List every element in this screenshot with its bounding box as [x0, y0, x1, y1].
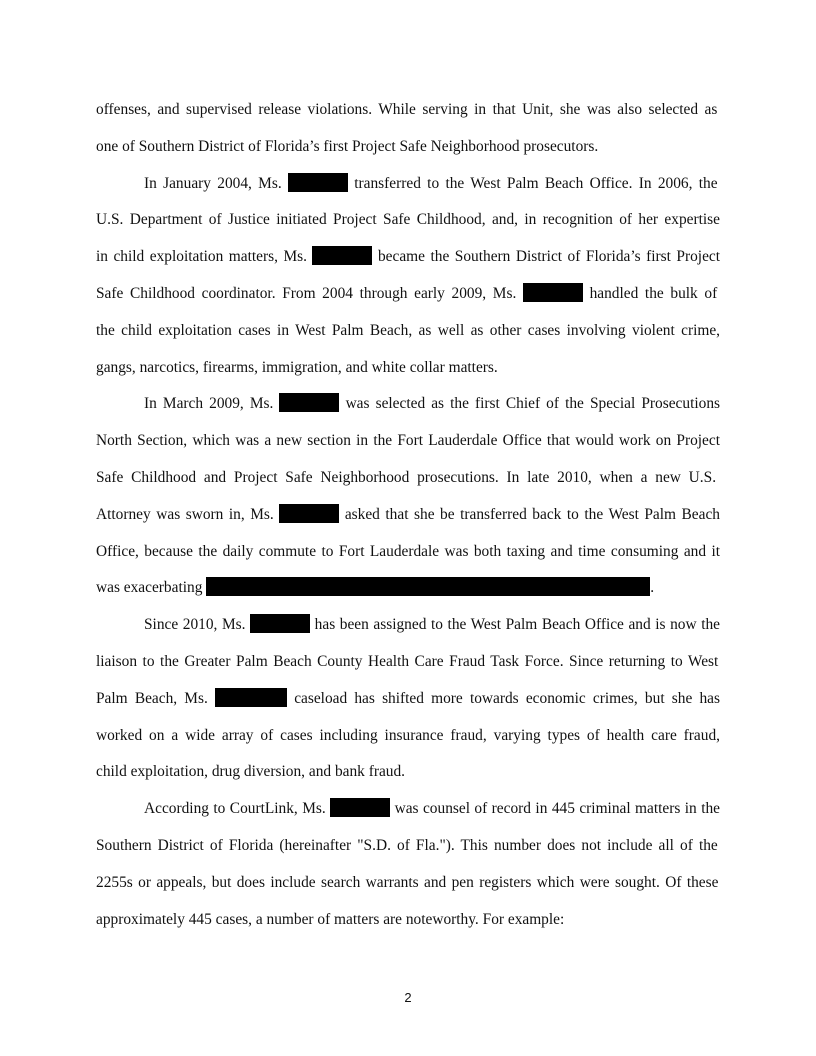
text-line — [96, 92, 720, 129]
text-segment: child exploitation, drug diversion, and bank fraud. — [96, 763, 406, 781]
text-segment: In January 2004, Ms. transferred to the West Palm Beach Office. In 2006, the — [144, 174, 718, 192]
text-line — [96, 681, 720, 718]
text-segment: Since 2010, Ms. has been assigned to the West Palm Beach Office and is now the — [144, 616, 721, 634]
text-line — [96, 276, 720, 313]
text-segment: U.S. Department of Justice initiated Project Safe Childhood, and, in recognition of her expertise — [96, 211, 720, 229]
text-segment: Attorney was sworn in, Ms. asked that she be transferred back to the West Palm Beach — [96, 505, 721, 523]
text-segment: approximately 445 cases, a number of matters are noteworthy. For example: — [96, 910, 565, 928]
text-line — [96, 828, 720, 865]
text-line — [96, 497, 720, 534]
redaction-block — [523, 283, 583, 302]
text-segment: liaison to the Greater Palm Beach County Health Care Fraud Task Force. Since returning to West — [96, 652, 719, 670]
text-line — [96, 202, 720, 239]
text-segment: was exacerbating . — [96, 579, 655, 597]
redaction-block — [206, 577, 650, 596]
text-segment: In March 2009, Ms. was selected as the first Chief of the Special Prosecutions — [144, 395, 721, 413]
text-line — [96, 534, 720, 571]
text-line — [96, 313, 720, 350]
text-segment: offenses, and supervised release violations. While serving in that Unit, she was also selected as — [96, 101, 718, 118]
redaction-block — [279, 393, 339, 412]
text-line — [96, 129, 720, 166]
text-line — [96, 423, 720, 460]
redaction-block — [215, 688, 287, 707]
text-segment: Office, because the daily commute to Fort Lauderdale was both taxing and time consuming and it — [96, 542, 720, 560]
redaction-block — [250, 614, 310, 633]
text-line — [96, 644, 720, 681]
text-line — [96, 239, 720, 276]
text-segment: in child exploitation matters, Ms. became the Southern District of Florida’s first Project — [96, 248, 721, 266]
text-segment: Safe Childhood coordinator. From 2004 through early 2009, Ms. handled the bulk of — [96, 284, 718, 302]
text-line — [96, 386, 720, 423]
text-segment: worked on a wide array of cases including insurance fraud, varying types of health care fraud, — [96, 726, 720, 744]
text-segment: According to CourtLink, Ms. was counsel of record in 445 criminal matters in the — [144, 800, 720, 818]
text-line — [96, 865, 720, 902]
text-segment: Safe Childhood and Project Safe Neighborhood prosecutions. In late 2010, when a new U.S. — [96, 468, 717, 486]
text-line — [96, 570, 720, 607]
text-line — [96, 350, 720, 387]
document-body — [96, 92, 720, 938]
redaction-block — [330, 798, 390, 817]
page-number: 2 — [404, 990, 412, 1005]
text-segment: gangs, narcotics, firearms, immigration, and white collar matters. — [96, 358, 498, 376]
text-segment: Southern District of Florida (hereinafter "S.D. of Fla."). This number does not include all of the — [96, 836, 718, 854]
text-segment: North Section, which was a new section in the Fort Lauderdale Office that would work on Project — [96, 432, 720, 450]
text-line — [96, 791, 720, 828]
text-line — [96, 754, 720, 791]
text-segment: the child exploitation cases in West Palm Beach, as well as other cases involving violent crime, — [96, 321, 720, 339]
redaction-block — [312, 246, 372, 265]
redaction-block — [288, 173, 348, 192]
text-line — [96, 460, 720, 497]
text-segment: one of Southern District of Florida’s first Project Safe Neighborhood prosecutors. — [96, 137, 599, 155]
text-segment: 2255s or appeals, but does include search warrants and pen registers which were sought. Of these — [96, 873, 719, 891]
text-line — [96, 607, 720, 644]
text-line — [96, 166, 720, 203]
redaction-block — [279, 504, 339, 523]
text-line — [96, 718, 720, 755]
text-segment: Palm Beach, Ms. caseload has shifted more towards economic crimes, but she has — [96, 689, 720, 707]
text-line — [96, 902, 720, 939]
